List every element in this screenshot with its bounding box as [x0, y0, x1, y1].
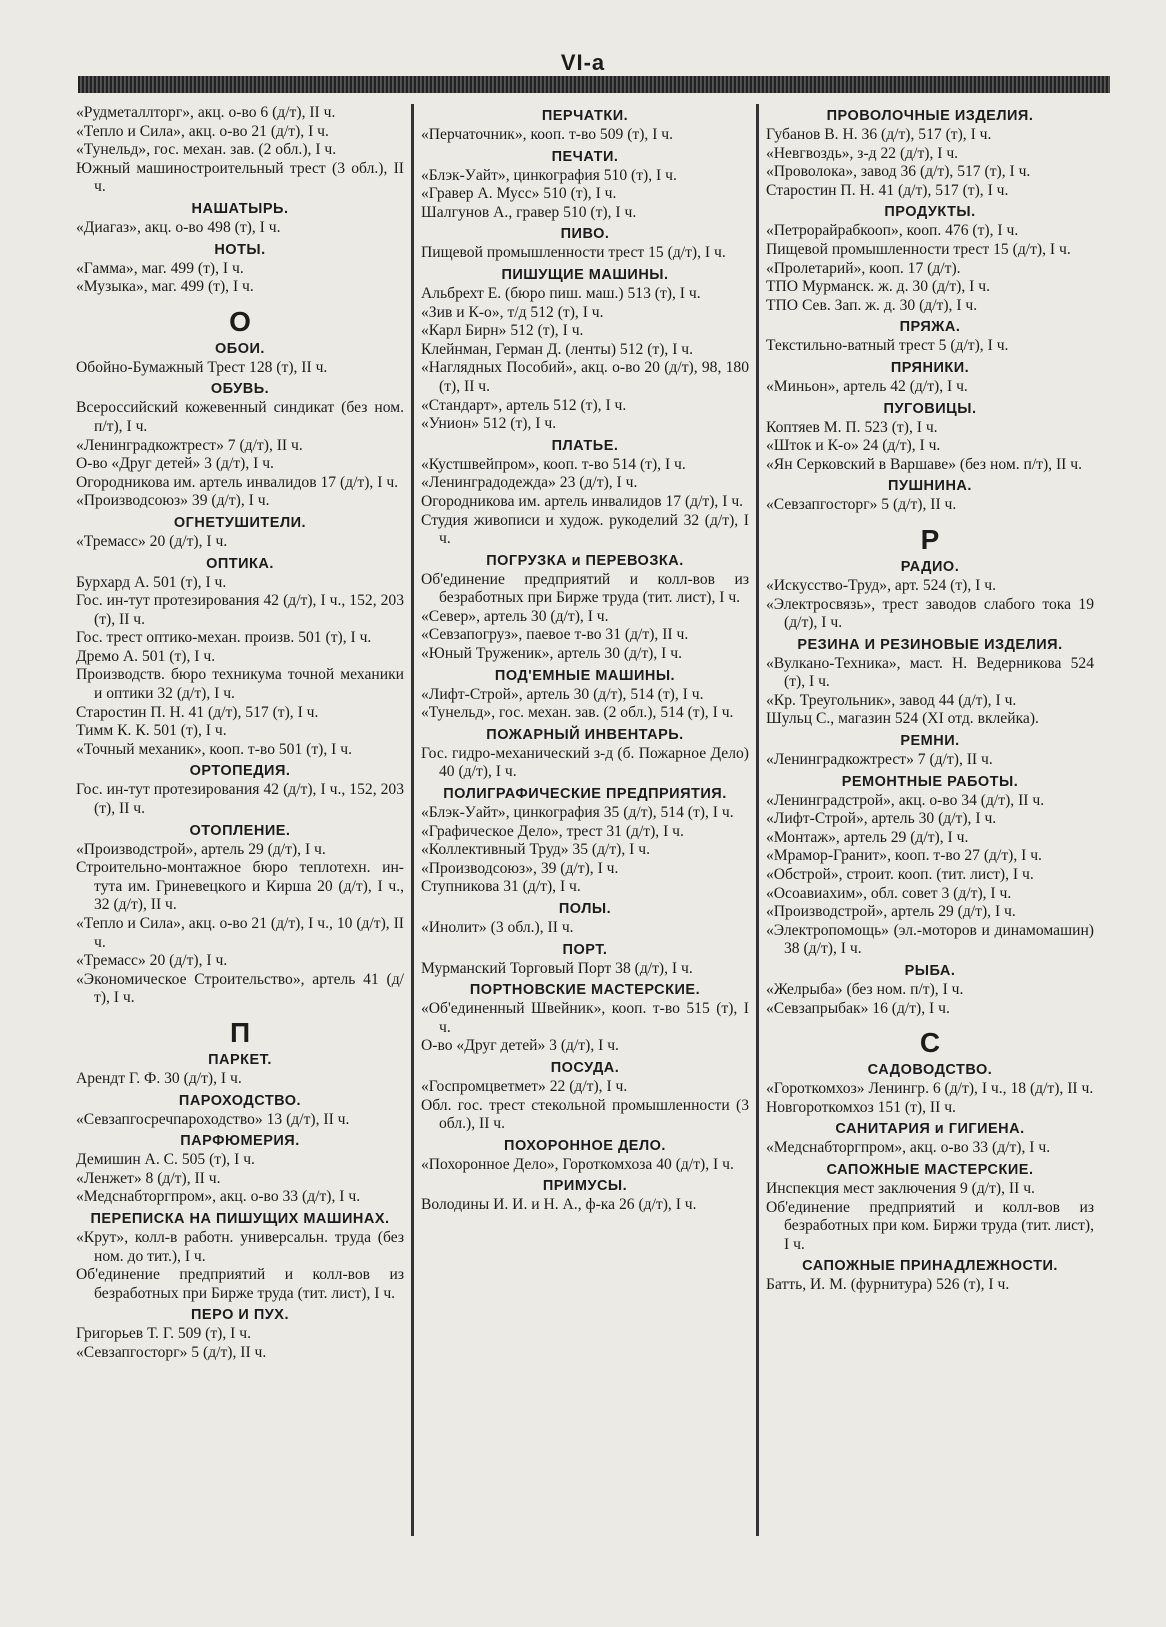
directory-entry: Гос. гидро-механический з-д (б. Пожарное Дело) 40 (д/т), I ч. [421, 744, 749, 781]
directory-entry: «Электросвязь», трест заводов слабого тока 19 (д/т), I ч. [766, 595, 1094, 632]
directory-entry: «Унион» 512 (т), I ч. [421, 415, 557, 433]
directory-entry: Пищевой промышленности трест 15 (д/т), I ч. [421, 244, 726, 262]
directory-entry: «Севзапгосречпароходство» 13 (д/т), II ч. [76, 1110, 350, 1128]
section-heading: РЫБА. [904, 963, 956, 979]
directory-entry: «Обстрой», строит. кооп. (тит. лист), I ч. [766, 866, 1034, 884]
section-heading: ПЕЧАТИ. [551, 148, 619, 165]
directory-entry: Об'единение предприятий и колл-вов из безработных при ком. Биржи труда (тит. лист), I ч. [766, 1198, 1094, 1253]
directory-entry: «Гороткомхоз» Ленингр. 6 (д/т), I ч., 18 (д/т), II ч. [766, 1080, 1094, 1098]
directory-entry: «Похоронное Дело», Гороткомхоза 40 (д/т), I ч. [421, 1155, 734, 1173]
section-heading: ПРОДУКТЫ. [884, 204, 976, 221]
section-heading: ОБУВЬ. [210, 381, 270, 398]
section-heading: ОГНЕТУШИТЕЛИ. [173, 514, 307, 531]
directory-entry: «Об'единенный Швейник», кооп. т-во 515 (т), I ч. [421, 1000, 749, 1036]
section-heading: РАДИО. [900, 558, 960, 575]
directory-entry: «Ленинградкожтрест» 7 (д/т), II ч. [766, 751, 993, 769]
directory-entry: «Перчаточник», кооп. т-во 509 (т), I ч. [421, 126, 674, 143]
directory-entry: «Тепло и Сила», акц. о-во 21 (д/т), I ч. [76, 122, 329, 140]
directory-entry: «Производсоюз», 39 (д/т), I ч. [421, 859, 619, 877]
directory-entry: «Севзапогруз», паевое т-во 31 (д/т), II ч. [421, 626, 689, 644]
section-heading: ПОД'ЕМНЫЕ МАШИНЫ. [494, 667, 676, 684]
directory-entry: «Блэк-Уайт», цинкография 35 (д/т), 514 (т), I ч. [421, 804, 734, 822]
directory-entry: Альбрехт Е. (бюро пиш. маш.) 513 (т), I ч. [421, 284, 701, 302]
column-3 [760, 104, 1100, 1604]
section-heading: ОРТОПЕДИЯ. [189, 763, 291, 780]
directory-entry: «Ян Серковский в Варшаве» (без ном. п/т), II ч. [766, 455, 1082, 473]
directory-entry: «Тунельд», гос. механ. зав. (2 обл.), 514 (т), I ч. [421, 704, 734, 722]
directory-entry: «Ленинградстрой», акц. о-во 34 (д/т), II ч. [766, 791, 1045, 809]
alphabet-letter: О [229, 305, 251, 337]
section-heading: ПОЛИГРАФИЧЕСКИЕ ПРЕДПРИЯТИЯ. [443, 786, 727, 803]
alphabet-letter: П [229, 1016, 251, 1048]
directory-entry: «Гамма», маг. 499 (т), I ч. [76, 259, 244, 277]
directory-entry: «Диагаз», акц. о-во 498 (т), I ч. [76, 218, 281, 236]
section-heading: САПОЖНЫЕ МАСТЕРСКИЕ. [826, 1161, 1034, 1178]
section-heading: НОТЫ. [214, 241, 266, 258]
directory-entry: Студия живописи и худож. рукоделий 32 (д/т), I ч. [421, 511, 749, 548]
directory-entry: Старостин П. Н. 41 (д/т), 517 (т), I ч. [76, 703, 319, 721]
directory-entry: Южный машиностроительный трест (3 обл.), II ч. [76, 159, 404, 196]
section-heading: ПРИМУСЫ. [542, 1178, 628, 1195]
directory-entry: Клейнман, Герман Д. (ленты) 512 (т), I ч. [421, 340, 694, 358]
directory-entry: Володины И. И. и Н. А., ф-ка 26 (д/т), I ч. [421, 1196, 697, 1214]
directory-entry: «Производсоюз» 39 (д/т), I ч. [76, 492, 270, 510]
directory-entry: Арендт Г. Ф. 30 (д/т), I ч. [76, 1069, 242, 1087]
directory-entry: Огородникова им. артель инвалидов 17 (д/т), I ч. [421, 492, 744, 510]
section-heading: САПОЖНЫЕ ПРИНАДЛЕЖНОСТИ. [802, 1258, 1058, 1275]
section-heading: ПЕРЕПИСКА НА ПИШУЩИХ МАШИНАХ. [90, 1210, 390, 1227]
section-heading: ПОСУДА. [550, 1059, 620, 1076]
directory-entry: Мурманский Торговый Порт 38 (д/т), I ч. [421, 959, 693, 977]
directory-entry: «Ленинградкожтрест» 7 (д/т), II ч. [76, 436, 303, 454]
directory-entry: «Госпромцветмет» 22 (д/т), I ч. [421, 1077, 628, 1095]
directory-entry: «Производстрой», артель 29 (д/т), I ч. [766, 903, 1016, 921]
section-heading: НАШАТЫРЬ. [191, 200, 289, 217]
directory-entry: Об'единение предприятий и колл-вов из безработных при Бирже труда (тит. лист), I ч. [76, 1266, 404, 1302]
section-heading: ПОРТ. [562, 941, 608, 958]
directory-entry: Строительно-монтажное бюро теплотехн. ин-тута им. Гриневецкого и Кирша 20 (д/т), I ч., 32 (д/т), II ч. [76, 859, 404, 914]
directory-entry: «Шток и К-о» 24 (д/т), I ч. [766, 437, 941, 455]
directory-entry: «Кустшвейпром», кооп. т-во 514 (т), I ч. [421, 455, 686, 473]
directory-entry: «Рудметаллторг», акц. о-во 6 (д/т), II ч. [76, 104, 336, 121]
section-heading: САНИТАРИЯ и ГИГИЕНА. [835, 1121, 1025, 1138]
section-heading: САДОВОДСТВО. [867, 1062, 993, 1079]
section-heading: ПОРТНОВСКИЕ МАСТЕРСКИЕ. [469, 982, 701, 999]
directory-entry: Текстильно-ватный трест 5 (д/т), I ч. [766, 337, 1009, 355]
column-1 [70, 104, 410, 1604]
directory-entry: «Севзапгосторг» 5 (д/т), II ч. [76, 1343, 267, 1361]
directory-entry: Гос. трест оптико-механ. произв. 501 (т), I ч. [76, 629, 372, 647]
directory-entry: Шульц С., магазин 524 (XI отд. вклейка). [766, 710, 1039, 728]
section-heading: ПЕРО И ПУХ. [191, 1307, 289, 1324]
directory-entry: «Музыка», маг. 499 (т), I ч. [76, 278, 254, 296]
directory-entry: «Осоавиахим», обл. совет 3 (д/т), I ч. [766, 884, 1012, 902]
section-heading: РЕЗИНА И РЕЗИНОВЫЕ ИЗДЕЛИЯ. [797, 636, 1063, 653]
directory-entry: Губанов В. Н. 36 (д/т), 517 (т), I ч. [766, 126, 992, 143]
directory-entry: «Севзапгосторг» 5 (д/т), II ч. [766, 496, 957, 514]
directory-entry: «Коллективный Труд» 35 (д/т), I ч. [421, 841, 651, 859]
directory-entry: Новгороткомхоз 151 (т), II ч. [766, 1098, 956, 1116]
directory-entry: «Графическое Дело», трест 31 (д/т), I ч. [421, 822, 684, 840]
section-heading: ПАРКЕТ. [208, 1051, 272, 1068]
directory-entry: «Юный Труженик», артель 30 (д/т), I ч. [421, 645, 682, 663]
directory-entry: «Пролетарий», кооп. 17 (д/т). [766, 259, 961, 277]
section-heading: ПОЖАРНЫЙ ИНВЕНТАРЬ. [486, 726, 684, 743]
section-heading: ПОЛЫ. [558, 901, 612, 917]
directory-entry: «Кр. Треугольник», завод 44 (д/т), I ч. [766, 691, 1017, 709]
section-heading: ПИВО. [560, 226, 610, 243]
directory-entry: Ступникова 31 (д/т), I ч. [421, 878, 581, 896]
directory-entry: «Инолит» (3 обл.), II ч. [421, 919, 574, 936]
directory-entry: Всероссийский кожевенный синдикат (без ном. п/т), I ч. [76, 399, 404, 435]
directory-entry: «Проволока», завод 36 (д/т), 517 (т), I ч. [766, 163, 1031, 181]
directory-entry: Инспекция мест заключения 9 (д/т), II ч. [766, 1179, 1035, 1197]
directory-entry: «Производстрой», артель 29 (д/т), I ч. [76, 840, 326, 858]
section-heading: ПАРФЮМЕРИЯ. [180, 1133, 300, 1150]
directory-entry: Огородникова им. артель инвалидов 17 (д/т), I ч. [76, 473, 399, 491]
directory-entry: Производств. бюро техникума точной механики и оптики 32 (д/т), I ч. [76, 666, 404, 703]
section-heading: ОБОИ. [215, 340, 265, 357]
directory-entry: «Ленинградодежда» 23 (д/т), I ч. [421, 474, 638, 492]
directory-entry: «Тунельд», гос. механ. зав. (2 обл.), I ч. [76, 141, 337, 159]
directory-entry: «Экономическое Строительство», артель 41 (д/т), I ч. [76, 970, 404, 1007]
section-heading: ОТОПЛЕНИЕ. [189, 822, 291, 839]
directory-entry: Демишин А. С. 505 (т), I ч. [76, 1151, 255, 1169]
directory-entry: Батть, И. М. (фурнитура) 526 (т), I ч. [766, 1276, 1010, 1294]
directory-entry: «Наглядных Пособий», акц. о-во 20 (д/т), 98, 180 (т), II ч. [421, 359, 749, 395]
directory-entry: О-во «Друг детей» 3 (д/т), I ч. [421, 1037, 619, 1055]
column-2 [415, 104, 755, 1604]
directory-entry: «Петрорайрабкооп», кооп. 476 (т), I ч. [766, 222, 1019, 240]
section-heading: ПЛАТЬЕ. [551, 437, 619, 454]
directory-entry: Обойно-Бумажный Трест 128 (т), II ч. [76, 358, 328, 376]
section-heading: ПОГРУЗКА и ПЕРЕВОЗКА. [486, 552, 684, 569]
directory-entry: Коптяев М. П. 523 (т), I ч. [766, 418, 938, 436]
directory-entry: Бурхард А. 501 (т), I ч. [76, 573, 227, 591]
directory-entry: «Крут», колл-в работн. универсальн. труда (без ном. до тит.), I ч. [76, 1228, 404, 1265]
section-heading: ПИШУЩИЕ МАШИНЫ. [501, 266, 669, 283]
directory-entry: «Медснабторгпром», акц. о-во 33 (д/т), I ч. [766, 1139, 1051, 1157]
directory-entry: «Лифт-Строй», артель 30 (д/т), I ч. [766, 810, 997, 828]
directory-entry: «Невгвоздь», з-д 22 (д/т), I ч. [766, 144, 959, 162]
directory-entry: «Тепло и Сила», акц. о-во 21 (д/т), I ч., 10 (д/т), II ч. [76, 915, 404, 951]
directory-entry: ТПО Мурманск. ж. д. 30 (д/т), I ч. [766, 278, 990, 296]
section-heading: ПРЯНИКИ. [890, 359, 970, 376]
directory-entry: «Тремасс» 20 (д/т), I ч. [76, 952, 228, 970]
column-divider [756, 104, 759, 1536]
directory-entry: Об'единение предприятий и колл-вов из безработных при Бирже труда (тит. лист), I ч. [421, 570, 749, 607]
section-heading: ПУГОВИЦЫ. [883, 400, 977, 417]
directory-entry: «Электропомощь» (эл.-моторов и динамомашин) 38 (д/т), I ч. [766, 921, 1094, 958]
alphabet-letter: Р [920, 523, 940, 555]
directory-entry: «Вулкано-Техника», маст. Н. Ведерникова 524 (т), I ч. [766, 654, 1094, 691]
directory-entry: «Карл Бирн» 512 (т), I ч. [421, 322, 584, 340]
directory-entry: О-во «Друг детей» 3 (д/т), I ч. [76, 455, 274, 473]
directory-entry: «Миньон», артель 42 (д/т), I ч. [766, 377, 968, 395]
section-heading: ПОХОРОННОЕ ДЕЛО. [504, 1137, 666, 1154]
directory-entry: «Медснабторгпром», акц. о-во 33 (д/т), I ч. [76, 1188, 361, 1206]
directory-entry: «Зив и К-о», т/д 512 (т), I ч. [421, 303, 604, 321]
directory-entry: «Стандарт», артель 512 (т), I ч. [421, 396, 627, 414]
alphabet-letter: С [919, 1027, 941, 1059]
section-heading: ПАРОХОДСТВО. [178, 1092, 302, 1109]
page-number: VI-a [560, 50, 606, 75]
directory-entry: Шалгунов А., гравер 510 (т), I ч. [421, 203, 637, 221]
directory-entry: Тимм К. К. 501 (т), I ч. [76, 722, 227, 740]
directory-entry: «Севзапрыбак» 16 (д/т), I ч. [766, 999, 950, 1017]
directory-entry: Старостин П. Н. 41 (д/т), 517 (т), I ч. [766, 181, 1009, 199]
directory-entry: «Блэк-Уайт», цинкография 510 (т), I ч. [421, 166, 677, 184]
directory-columns [70, 104, 1116, 1604]
column-divider [411, 104, 414, 1536]
directory-entry: «Точный механик», кооп. т-во 501 (т), I ч. [76, 740, 353, 758]
directory-entry: «Лифт-Строй», артель 30 (д/т), 514 (т), I ч. [421, 685, 704, 703]
section-heading: РЕМОНТНЫЕ РАБОТЫ. [841, 773, 1019, 790]
section-heading: РЕМНИ. [900, 733, 960, 750]
directory-entry: «Монтаж», артель 29 (д/т), I ч. [766, 828, 969, 846]
section-heading: ПУШНИНА. [888, 478, 972, 495]
directory-entry: «Ленжет» 8 (д/т), II ч. [76, 1169, 221, 1187]
directory-entry: «Гравер А. Мусс» 510 (т), I ч. [421, 185, 617, 203]
directory-entry: Гос. ин-тут протезирования 42 (д/т), I ч., 152, 203 (т), II ч. [76, 781, 404, 818]
header-rule [78, 76, 1110, 93]
directory-entry: «Север», артель 30 (д/т), I ч. [421, 607, 609, 625]
directory-entry: Дремо А. 501 (т), I ч. [76, 647, 216, 665]
directory-entry: «Мрамор-Гранит», кооп. т-во 27 (д/т), I ч. [766, 847, 1042, 865]
section-heading: ПРОВОЛОЧНЫЕ ИЗДЕЛИЯ. [826, 108, 1034, 124]
directory-entry: «Искусство-Труд», арт. 524 (т), I ч. [766, 576, 996, 594]
directory-entry: Гос. ин-тут протезирования 42 (д/т), I ч., 152, 203 (т), II ч. [76, 592, 404, 628]
directory-entry: Григорьев Т. Г. 509 (т), I ч. [76, 1325, 252, 1343]
directory-entry: Пищевой промышленности трест 15 (д/т), I ч. [766, 240, 1071, 258]
section-heading: ПЕРЧАТКИ. [541, 108, 629, 124]
directory-entry: ТПО Сев. Зап. ж. д. 30 (д/т), I ч. [766, 296, 978, 314]
section-heading: ПРЯЖА. [899, 319, 961, 336]
directory-entry: Обл. гос. трест стекольной промышленности (3 обл.), II ч. [421, 1096, 749, 1133]
directory-entry: «Тремасс» 20 (д/т), I ч. [76, 532, 228, 550]
directory-entry: «Желрыба» (без ном. п/т), I ч. [766, 981, 964, 998]
section-heading: ОПТИКА. [206, 555, 274, 572]
